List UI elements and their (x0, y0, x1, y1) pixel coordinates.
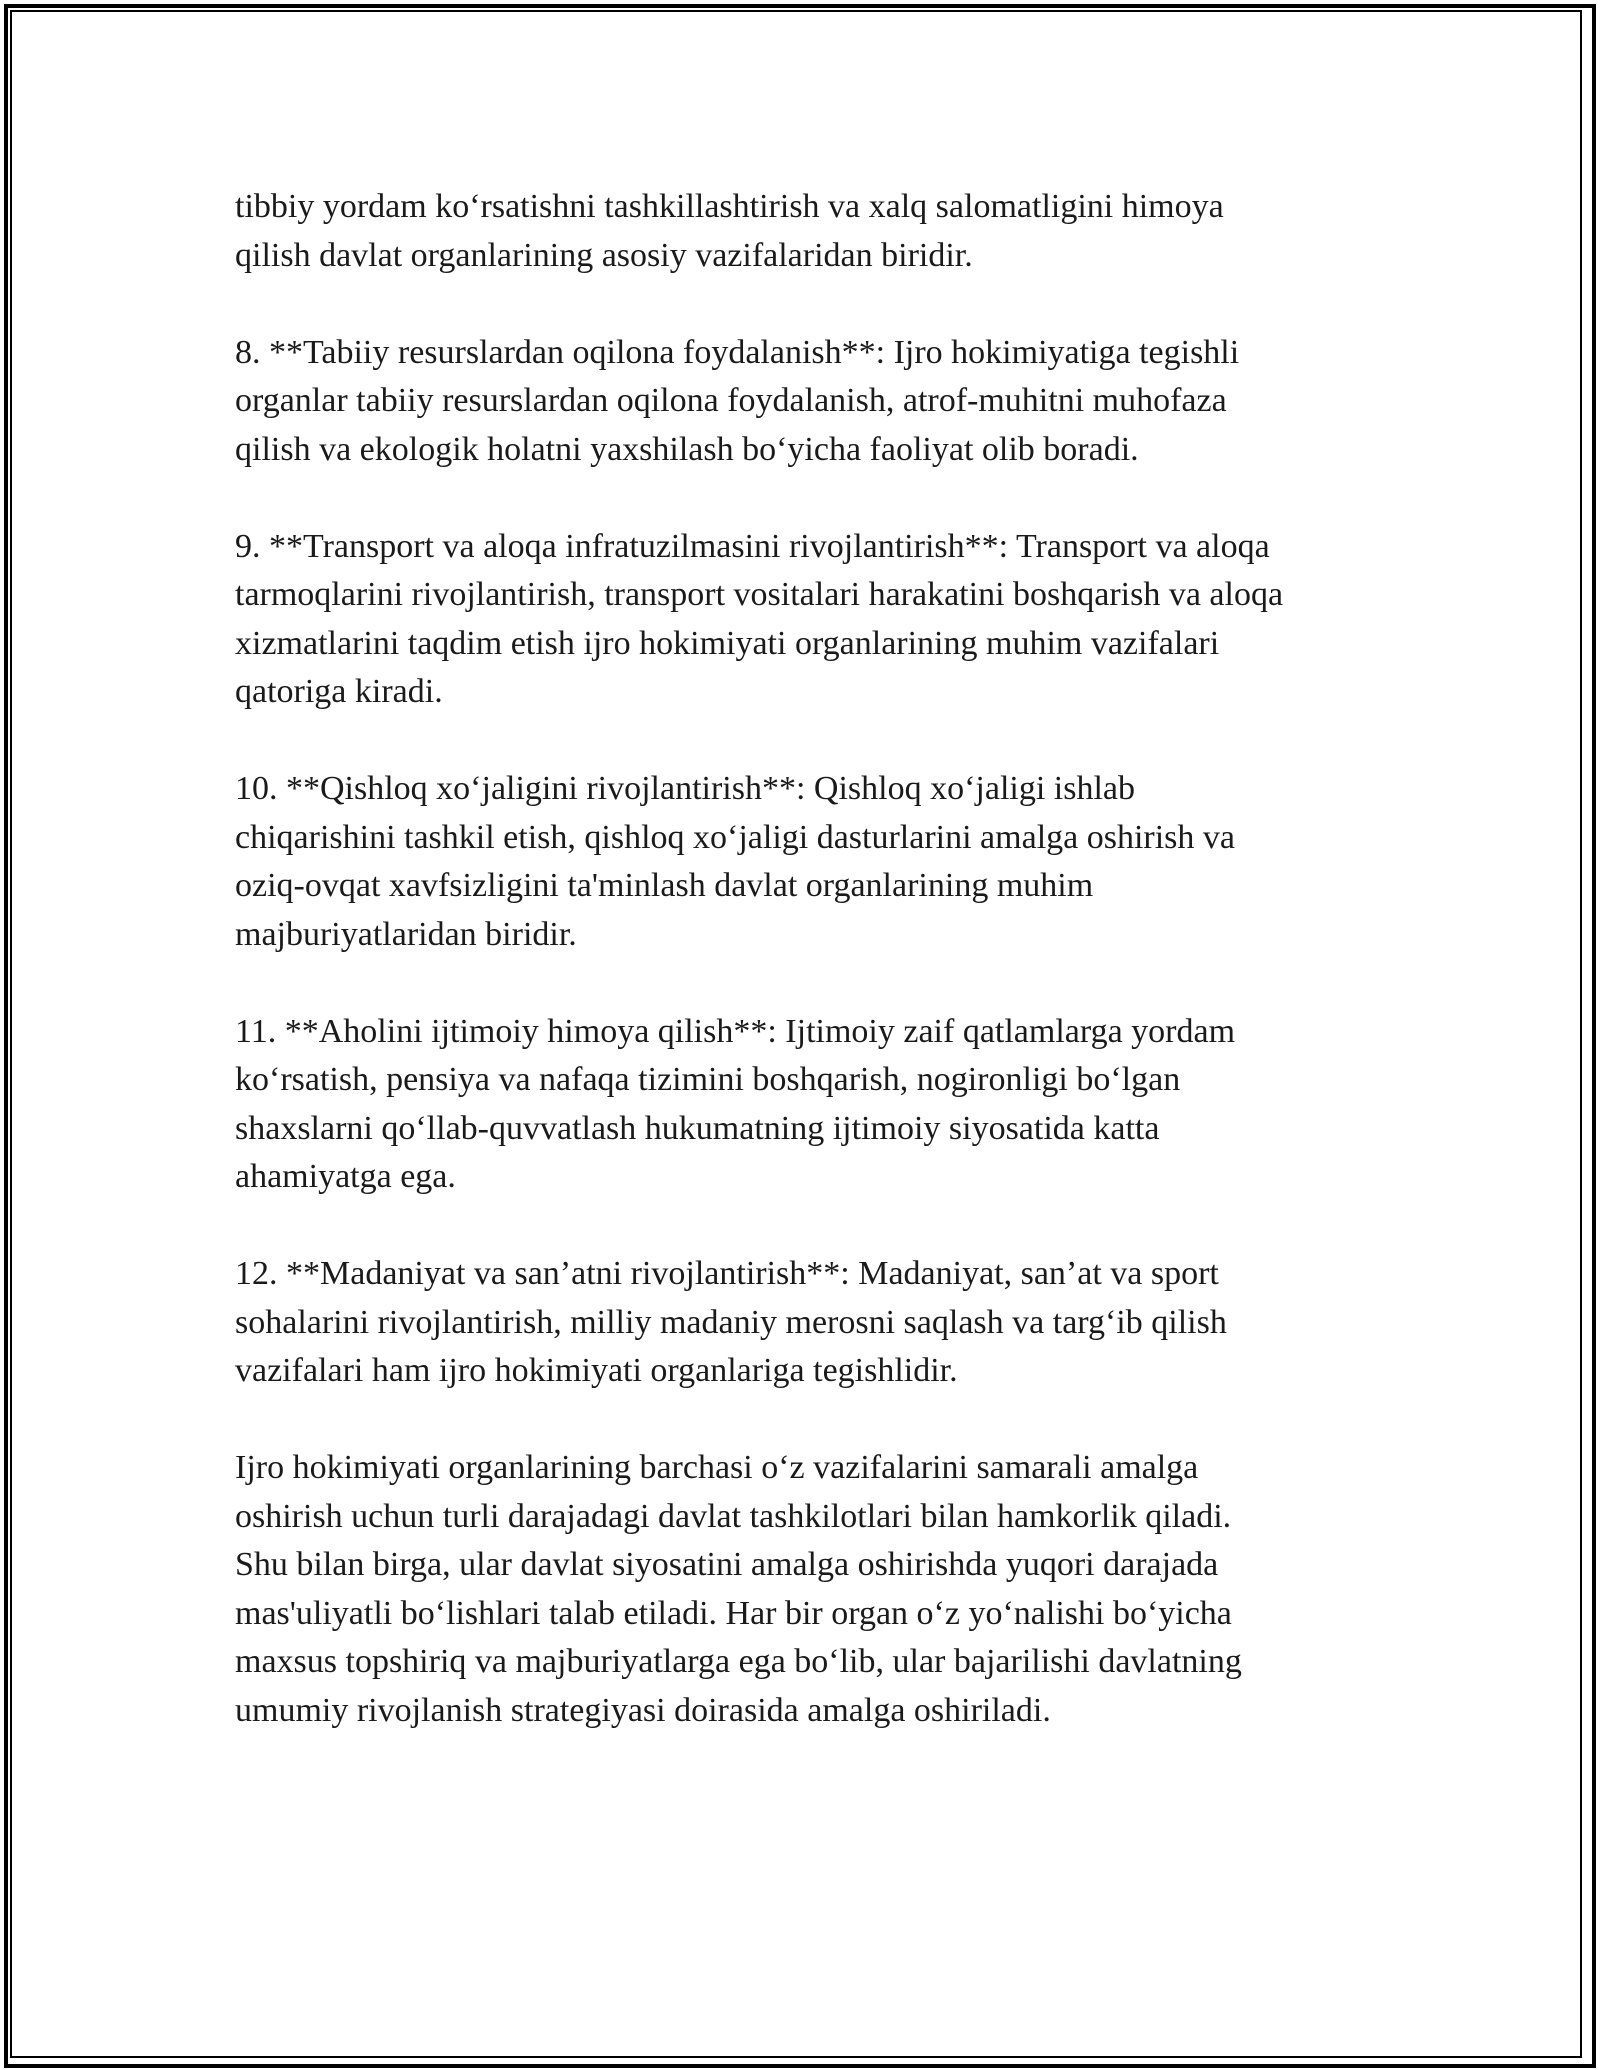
text-line: oshirish uchun turli darajadagi davlat tashkilotlari bilan hamkorlik qiladi. (235, 1497, 1232, 1535)
document-body (235, 183, 1385, 1784)
text-line: 9. **Transport va aloqa infratuzilmasini rivojlantirish**: Transport va aloqa (235, 527, 1270, 565)
paragraph-item-9 (235, 523, 1385, 717)
text-line: sohalarini rivojlantirish, milliy madaniy merosni saqlash va targʻib qilish (235, 1303, 1227, 1341)
text-line: qilish va ekologik holatni yaxshilash boʻyicha faoliyat olib boradi. (235, 430, 1139, 468)
text-line: 11. **Aholini ijtimoiy himoya qilish**: Ijtimoiy zaif qatlamlarga yordam (235, 1012, 1236, 1050)
paragraph-healthcare-continuation (235, 183, 1385, 280)
text-line: xizmatlarini taqdim etish ijro hokimiyati organlarining muhim vazifalari (235, 624, 1220, 662)
text-line: umumiy rivojlanish strategiyasi doirasida amalga oshiriladi. (235, 1691, 1051, 1729)
text-line: ahamiyatga ega. (235, 1158, 456, 1195)
text-line: koʻrsatish, pensiya va nafaqa tizimini boshqarish, nogironligi boʻlgan (235, 1061, 1181, 1098)
text-line: oziq-ovqat xavfsizligini ta'minlash davlat organlarining muhim (235, 867, 1094, 904)
text-line: organlar tabiiy resurslardan oqilona foydalanish, atrof-muhitni muhofaza (235, 382, 1227, 419)
text-line: 8. **Tabiiy resurslardan oqilona foydalanish**: Ijro hokimiyatiga tegishli (235, 333, 1240, 371)
text-line: tibbiy yordam koʻrsatishni tashkillashtirish va xalq salomatligini himoya (235, 188, 1224, 225)
text-line: 12. **Madaniyat va san’atni rivojlantirish**: Madaniyat, san’at va sport (235, 1255, 1219, 1292)
text-line: Shu bilan birga, ular davlat siyosatini amalga oshirishda yuqori darajada (235, 1546, 1219, 1583)
text-line: 10. **Qishloq xoʻjaligini rivojlantirish**: Qishloq xoʻjaligi ishlab (235, 770, 1136, 807)
paragraph-conclusion (235, 1444, 1385, 1735)
text-line: shaxslarni qoʻllab-quvvatlash hukumatning ijtimoiy siyosatida katta (235, 1109, 1160, 1147)
text-line: qatoriga kiradi. (235, 673, 443, 710)
text-line: vazifalari ham ijro hokimiyati organlariga tegishlidir. (235, 1352, 958, 1389)
paragraph-item-12 (235, 1250, 1385, 1396)
text-line: qilish davlat organlarining asosiy vazifalaridan biridir. (235, 236, 973, 274)
text-line: mas'uliyatli boʻlishlari talab etiladi. Har bir organ oʻz yoʻnalishi boʻyicha (235, 1594, 1232, 1632)
text-line: maxsus topshiriq va majburiyatlarga ega boʻlib, ular bajarilishi davlatning (235, 1643, 1242, 1680)
paragraph-item-11 (235, 1008, 1385, 1202)
paragraph-item-8 (235, 329, 1385, 475)
text-line: chiqarishini tashkil etish, qishloq xoʻjaligi dasturlarini amalga oshirish va (235, 818, 1235, 856)
text-line: majburiyatlaridan biridir. (235, 915, 577, 953)
text-line: tarmoqlarini rivojlantirish, transport vositalari harakatini boshqarish va aloqa (235, 576, 1284, 613)
paragraph-item-10 (235, 765, 1385, 959)
text-line: Ijro hokimiyati organlarining barchasi oʻz vazifalarini samarali amalga (235, 1449, 1199, 1486)
